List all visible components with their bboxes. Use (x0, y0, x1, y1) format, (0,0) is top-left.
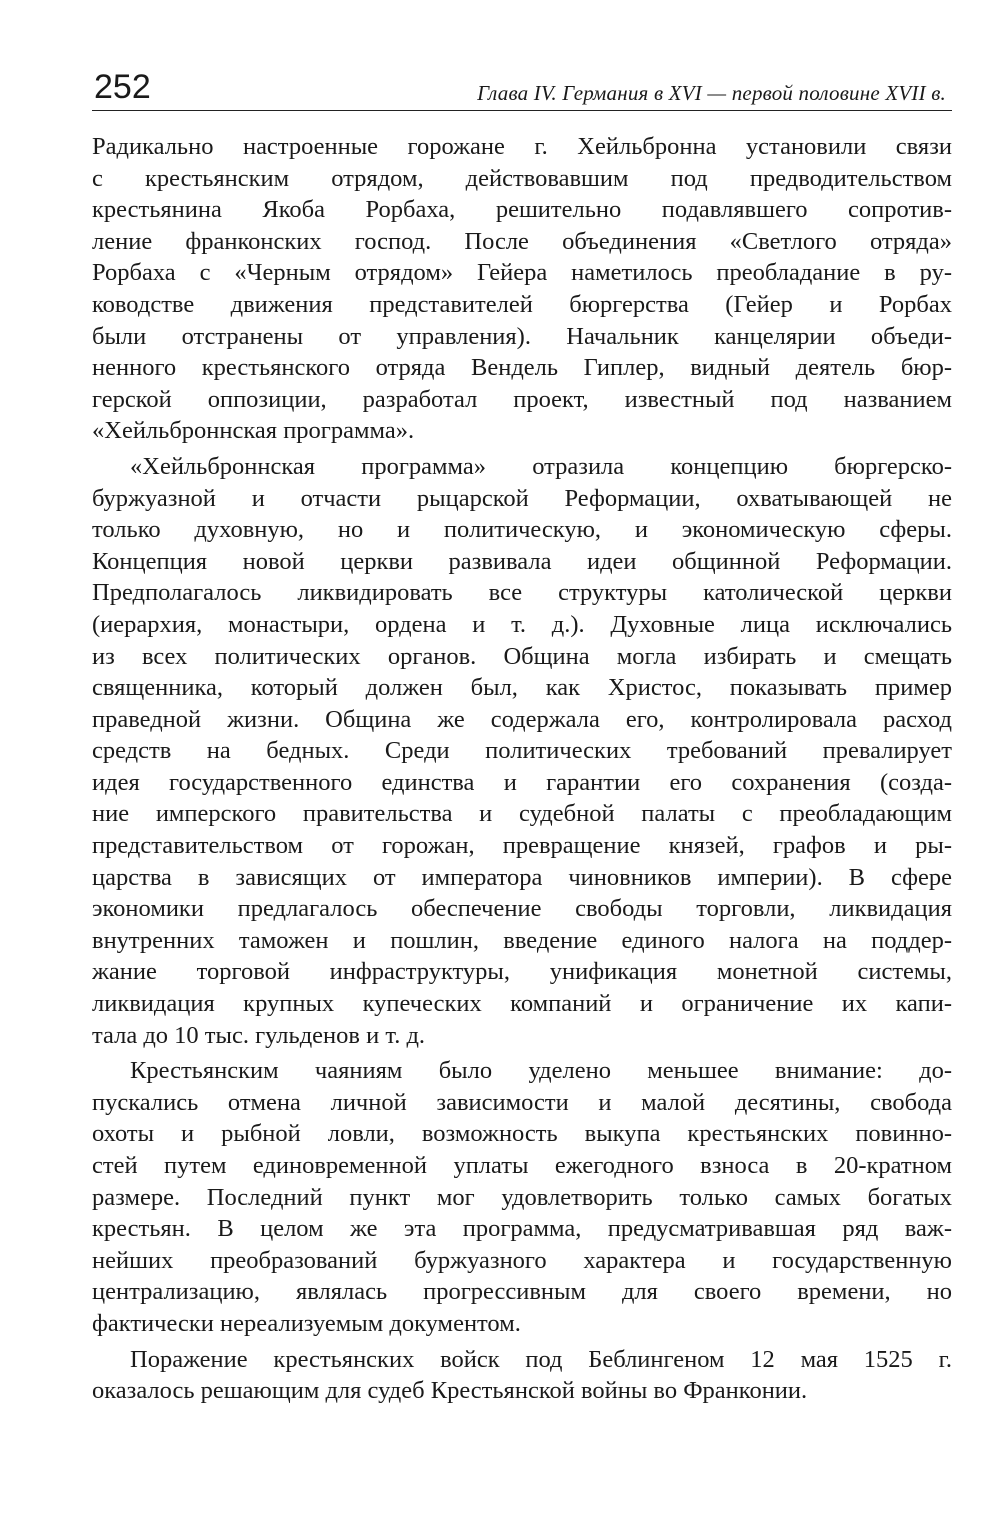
text-line: царства в зависящих от императора чиновников империи). В сфере (92, 863, 952, 891)
text-line: крестьянина Якоба Рорбаха, решительно подавлявшего сопротив- (92, 196, 952, 224)
text-line: жание торговой инфраструктуры, унификация монетной системы, (92, 958, 952, 986)
paragraph (92, 131, 952, 447)
text-line: внутренних таможен и пошлин, введение единого налога на поддер- (92, 926, 952, 954)
text-line: буржуазной и отчасти рыцарской Реформации, охватывающей не (92, 484, 952, 512)
text-line: священника, который должен был, как Христос, показывать пример (92, 674, 952, 702)
text-line: «Хейльброннская программа» отразила концепцию бюргерско- (130, 452, 952, 480)
chapter-title: Глава IV. Германия в XVI — первой половине XVII в. (477, 81, 946, 105)
text-line: Поражение крестьянских войск под Беблингеном 12 мая 1525 г. (130, 1345, 952, 1373)
page-number: 252 (94, 68, 151, 106)
text-line: средств на бедных. Среди политических требований превалирует (92, 737, 952, 765)
text-line: экономики предлагалось обеспечение свободы торговли, ликвидация (92, 895, 952, 923)
text-line: ководстве движения представителей бюргерства (Гейер и Рорбах (92, 290, 952, 318)
text-line: ние имперского правительства и судебной палаты с преобладающим (92, 800, 952, 828)
text-line: фактически нереализуемым документом. (92, 1309, 521, 1337)
text-line: ление франконских господ. После объединения «Светлого отряда» (92, 227, 952, 255)
text-line: тала до 10 тыс. гульденов и т. д. (92, 1021, 426, 1049)
paragraph (92, 1055, 952, 1339)
paragraph (92, 451, 952, 1051)
text-line: «Хейльброннская программа». (92, 417, 415, 445)
text-line: герской оппозиции, разработал проект, известный под названием (92, 385, 952, 413)
text-line: ликвидация крупных купеческих компаний и ограничение их капи- (92, 990, 952, 1018)
text-line: (иерархия, монастыри, ордена и т. д.). Духовные лица исключались (92, 610, 952, 638)
body-text (92, 131, 952, 1407)
text-line: из всех политических органов. Община могла избирать и смещать (92, 642, 952, 670)
text-line: Рорбаха с «Черным отрядом» Гейера наметилось преобладание в ру- (92, 259, 952, 287)
text-line: были отстранены от управления). Начальник канцелярии объеди- (92, 322, 952, 350)
text-line: централизацию, являлась прогрессивным для своего времени, но (92, 1278, 952, 1306)
text-line: праведной жизни. Община же содержала его, контролировала расход (92, 705, 952, 733)
text-line: стей путем единовременной уплаты ежегодного взноса в 20-кратном (92, 1152, 952, 1179)
text-line: размере. Последний пункт мог удовлетворить только самых богатых (92, 1183, 952, 1211)
text-line: только духовную, но и политическую, и экономическую сферы. (92, 516, 952, 544)
text-line: нейших преобразований буржуазного характера и государственную (92, 1246, 952, 1274)
text-line: оказалось решающим для судеб Крестьянской войны во Франконии. (92, 1377, 808, 1405)
paragraph (92, 1344, 952, 1407)
running-header (92, 58, 952, 111)
text-line: Концепция новой церкви развивала идеи общинной Реформации. (92, 547, 952, 575)
text-line: с крестьянским отрядом, действовавшим под предводительством (92, 164, 952, 192)
text-line: крестьян. В целом же эта программа, предусматривавшая ряд важ- (92, 1215, 952, 1243)
text-line: представительством от горожан, превращение князей, графов и ры- (92, 832, 952, 860)
text-line: Предполагалось ликвидировать все структуры католической церкви (92, 579, 952, 607)
text-line: пускались отмена личной зависимости и малой десятины, свобода (92, 1088, 952, 1116)
text-line: охоты и рыбной ловли, возможность выкупа крестьянских повинно- (92, 1120, 952, 1148)
text-line: Крестьянским чаяниям было уделено меньшее внимание: до- (130, 1057, 952, 1085)
book-page (92, 58, 952, 1407)
text-line: идея государственного единства и гарантии его сохранения (созда- (92, 768, 952, 796)
text-line: Радикально настроенные горожане г. Хейльбронна установили связи (92, 133, 952, 160)
text-line: ненного крестьянского отряда Вендель Гиплер, видный деятель бюр- (92, 354, 952, 382)
